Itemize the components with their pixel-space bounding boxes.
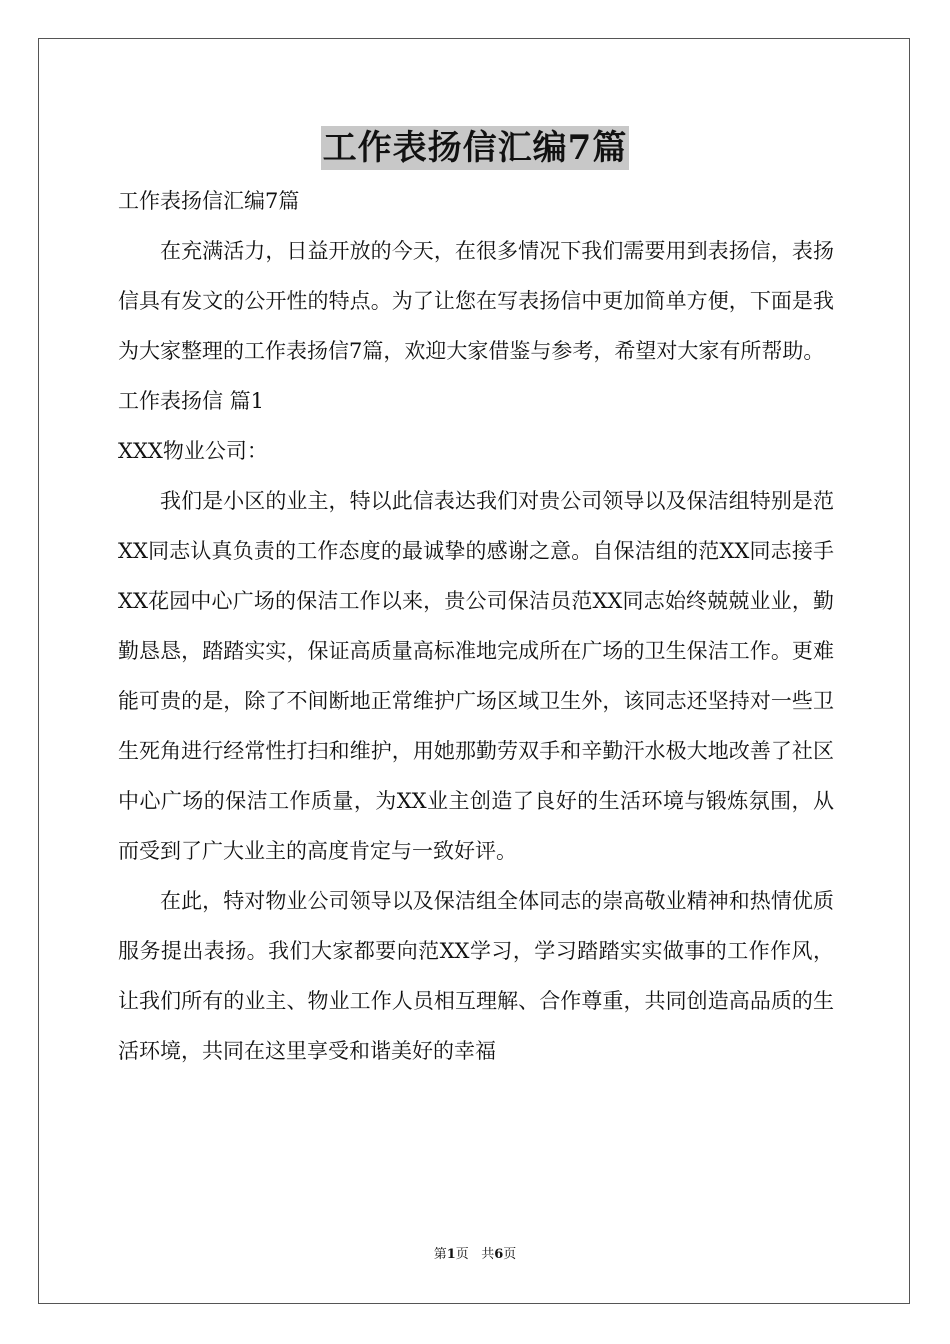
- section-heading: 工作表扬信 篇1: [118, 389, 265, 413]
- page-current: 1: [446, 1247, 456, 1262]
- total-suffix: 页: [503, 1247, 517, 1262]
- paragraph-body: 我们是小区的业主，特以此信表达我们对贵公司领导以及保洁组特别是范XX同志认真负责的工作态度的最诚挚的感谢之意。自保洁组的范XX同志接手XX花园中心广场的保洁工作以来，贵公司保洁员范XX同志始终兢兢业业，勤勤恳恳，踏踏实实，保证高质量高标准地完成所在广场的卫生保洁工作。更难能可贵的是，除了不间断地正常维护广场区域卫生外，该同志还坚持对一些卫生死角进行经常性打扫和维护，用她那勤劳双手和辛勤汗水极大地改善了社区中心广场的保洁工作质量，为XX业主创造了良好的生活环境与锻炼氛围，从而受到了广大业主的高度肯定与一致好评。: [118, 489, 834, 863]
- page-prefix: 第: [433, 1247, 447, 1262]
- page-suffix: 页: [455, 1247, 469, 1262]
- paragraph-intro: 在充满活力，日益开放的今天，在很多情况下我们需要用到表扬信，表扬信具有发文的公开性的特点。为了让您在写表扬信中更加简单方便，下面是我为大家整理的工作表扬信7篇，欢迎大家借鉴与参考，希望对大家有所帮助。: [118, 239, 834, 363]
- letter-salutation: XXX物业公司：: [118, 439, 268, 463]
- total-prefix: 共: [481, 1247, 495, 1262]
- title-container: [0, 126, 950, 170]
- document-title: 工作表扬信汇编7篇: [322, 128, 628, 168]
- page-footer: [0, 1246, 950, 1264]
- document-body: [118, 176, 834, 1076]
- page-total: 6: [494, 1247, 504, 1262]
- paragraph-body: 在此，特对物业公司领导以及保洁组全体同志的崇高敬业精神和热情优质服务提出表扬。我们大家都要向范XX学习，学习踏踏实实做事的工作作风，让我们所有的业主、物业工作人员相互理解、合作尊重，共同创造高品质的生活环境，共同在这里享受和谐美好的幸福: [118, 889, 834, 1063]
- paragraph-subtitle: 工作表扬信汇编7篇: [118, 189, 300, 213]
